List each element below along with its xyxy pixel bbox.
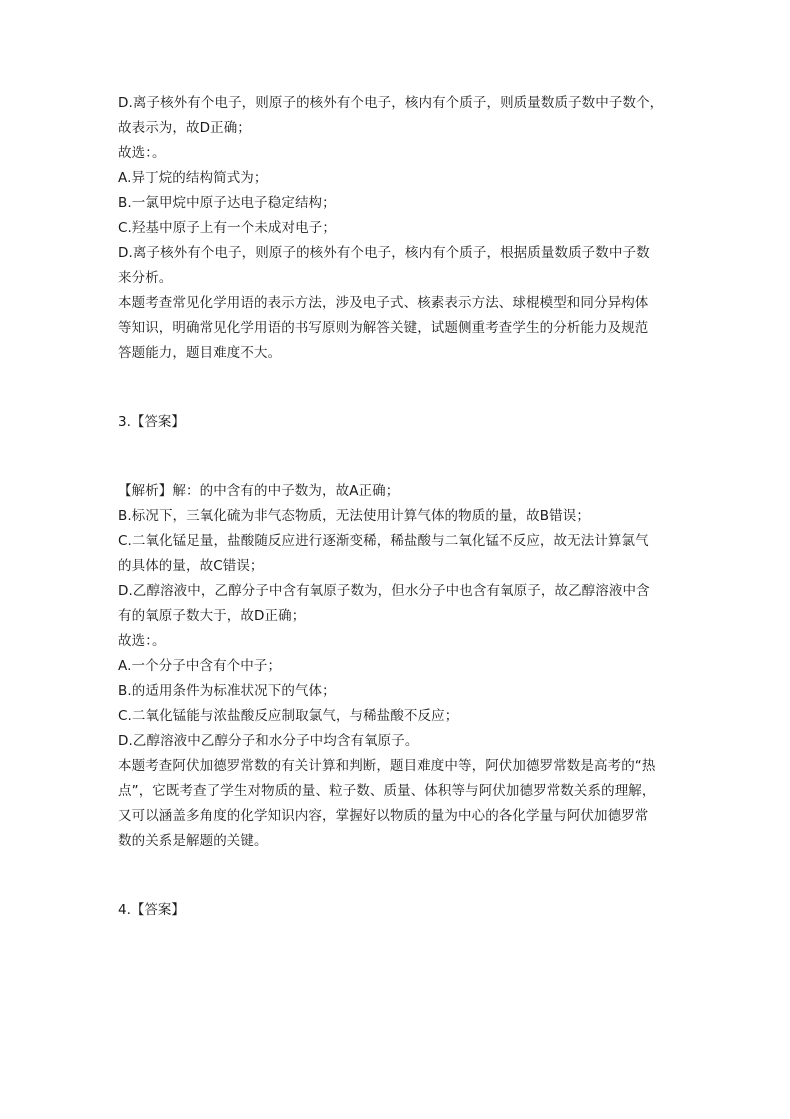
- text-line: 点”，它既考查了学生对物质的量、粒子数、质量、体积等与阿伏加德罗常数关系的理解，: [118, 783, 656, 799]
- text-line: C.羟基中原子上有一个未成对电子；: [118, 220, 336, 236]
- text-line: 又可以涵盖多角度的化学知识内容，掌握好以物质的量为中心的各化学量与阿伏加德罗常: [118, 808, 649, 824]
- text-line: 有的氧原子数大于，故D正确；: [118, 608, 306, 624]
- text-line: 故表示为，故D正确；: [118, 120, 251, 136]
- text-line: 【解析】解：的中含有的中子数为，故A正确；: [118, 483, 400, 499]
- document-content: [118, 91, 678, 923]
- section-2-explanation: [118, 91, 678, 366]
- text-line: 来分析。: [118, 270, 173, 286]
- section-4-heading: 4.【答案】: [118, 902, 185, 918]
- text-line: B.的适用条件为标准状况下的气体；: [118, 683, 336, 699]
- text-line: 故选：。: [118, 145, 166, 161]
- text-line: 本题考查阿伏加德罗常数的有关计算和判断，题目难度中等，阿伏加德罗常数是高考的“热: [118, 758, 656, 774]
- text-line: D.乙醇溶液中，乙醇分子中含有氧原子数为，但水分子中也含有氧原子，故乙醇溶液中含: [118, 583, 650, 599]
- text-line: D.离子核外有个电子，则原子的核外有个电子，核内有个质子，则质量数质子数中子数个，: [118, 95, 664, 111]
- section-3-heading: 3.【答案】: [118, 414, 185, 430]
- text-line: C.二氧化锰足量，盐酸随反应进行逐渐变稀，稀盐酸与二氧化锰不反应，故无法计算氯气: [118, 533, 649, 549]
- text-line: 故选：。: [118, 633, 166, 649]
- section-3-explanation: [118, 479, 678, 854]
- text-line: A.异丁烷的结构简式为；: [118, 170, 268, 186]
- text-line: 本题考查常见化学用语的表示方法，涉及电子式、核素表示方法、球棍模型和同分异构体: [118, 295, 649, 311]
- text-line: 答题能力，题目难度不大。: [118, 345, 282, 361]
- text-line: B.标况下，三氧化硫为非气态物质，无法使用计算气体的物质的量，故B错误；: [118, 508, 590, 524]
- text-line: B.一氯甲烷中原子达电子稳定结构；: [118, 195, 336, 211]
- text-line: D.乙醇溶液中乙醇分子和水分子中均含有氧原子。: [118, 733, 419, 749]
- text-line: D.离子核外有个电子，则原子的核外有个电子，核内有个质子，根据质量数质子数中子数: [118, 245, 650, 261]
- text-line: A.一个分子中含有个中子；: [118, 658, 282, 674]
- text-line: C.二氧化锰能与浓盐酸反应制取氯气，与稀盐酸不反应；: [118, 708, 459, 724]
- text-line: 数的关系是解题的关键。: [118, 833, 268, 849]
- text-line: 的具体的量，故C错误；: [118, 558, 264, 574]
- text-line: 等知识，明确常见化学用语的书写原则为解答关键，试题侧重考查学生的分析能力及规范: [118, 320, 649, 336]
